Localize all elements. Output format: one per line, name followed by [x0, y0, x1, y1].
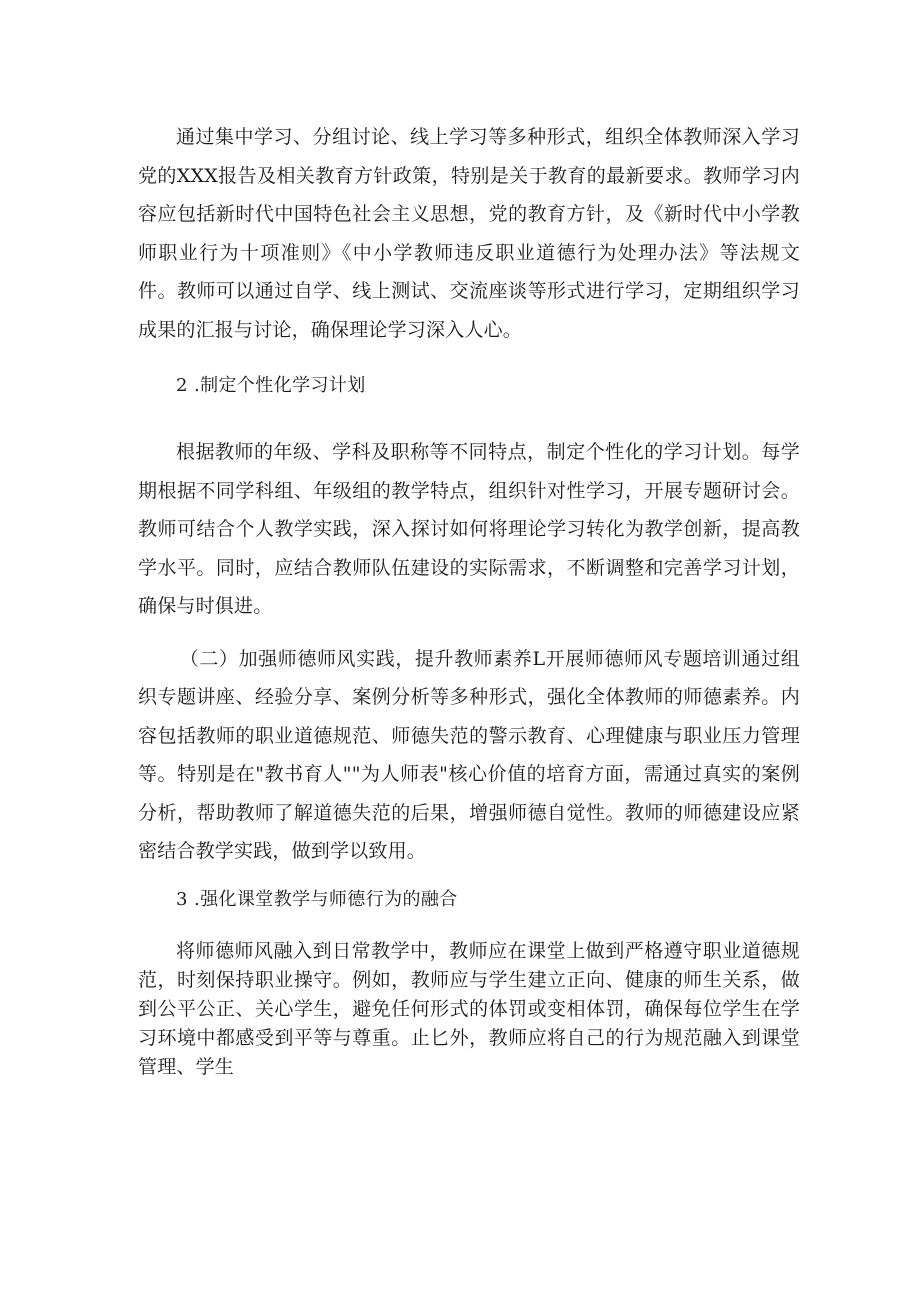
paragraph-ethics-training: （二）加强师德师风实践，提升教师素养L开展师德师风专题培训通过组织专题讲座、经验分享、案例分析等多种形式，强化全体教师的师德素养。内容包括教师的职业道德规范、师德失范的警示教育、心理健康与职业压力管理等。特别是在"教书育人""为人师表"核心价值的培育方面，需通过真实的案例分析，帮助教师了解道德失范的后果，增强师德自觉性。教师的师德建设应紧密结合教学实践，做到学以致用。	[138, 647, 800, 862]
paragraph-collective-study: 通过集中学习、分组讨论、线上学习等多种形式，组织全体教师深入学习党的XXX报告及相关教育方针政策，特别是关于教育的最新要求。教师学习内容应包括新时代中国特色社会主义思想，党的教育方针，及《新时代中小学教师职业行为十项准则》《中小学教师违反职业道德行为处理办法》等法规文件。教师可以通过自学、线上测试、交流座谈等形式进行学习，定期组织学习成果的汇报与讨论，确保理论学习深入人心。	[138, 126, 800, 341]
heading-personalized-plan: 2 .制定个性化学习计划	[176, 375, 366, 396]
paragraph-classroom-integration: 将师德师风融入到日常教学中，教师应在课堂上做到严格遵守职业道德规范，时刻保持职业操守。例如，教师应与学生建立正向、健康的师生关系，做到公平公正、关心学生，避免任何形式的体罚或变相体罚，确保每位学生在学习环境中都感受到平等与尊重。止匕外，教师应将自己的行为规范融入到课堂管理、学生	[138, 939, 800, 1078]
paragraph-personalized-plan: 根据教师的年级、学科及职称等不同特点，制定个性化的学习计划。每学期根据不同学科组、年级组的教学特点，组织针对性学习，开展专题研讨会。教师可结合个人教学实践，深入探讨如何将理论学习转化为教学创新，提高教学水平。同时，应结合教师队伍建设的实际需求，不断调整和完善学习计划，确保与时俱进。	[138, 441, 800, 617]
heading-classroom-integration: 3 .强化课堂教学与师德行为的融合	[176, 888, 458, 910]
document-page	[138, 118, 800, 1082]
